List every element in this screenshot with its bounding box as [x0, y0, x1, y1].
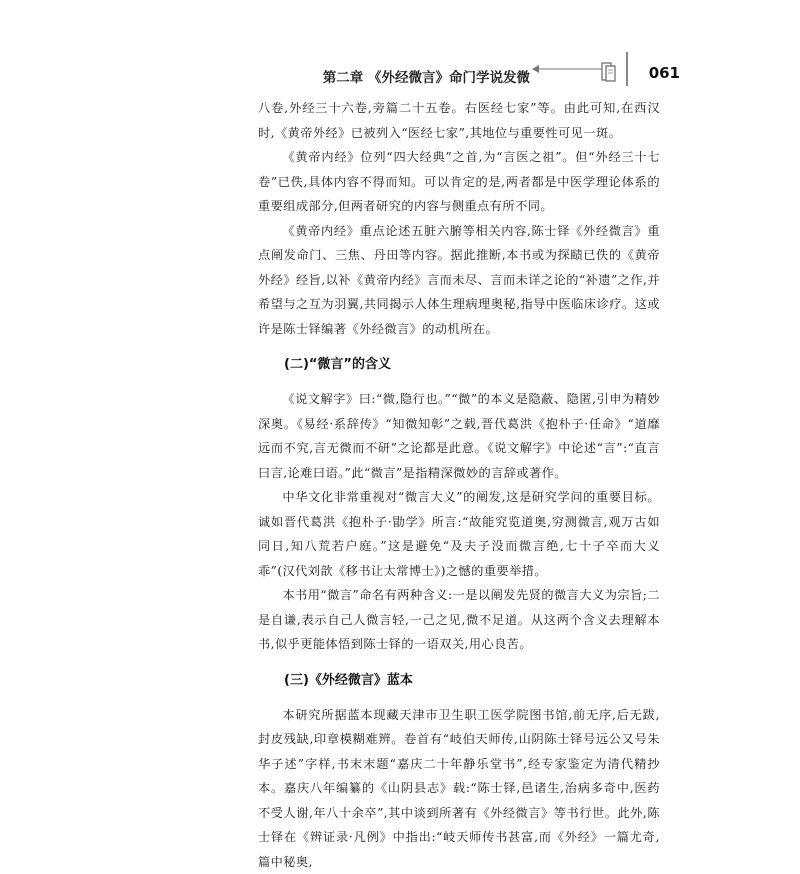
running-header: [140, 60, 680, 86]
paragraph: 《黄帝内经》重点论述五脏六腑等相关内容,陈士铎《外经微言》重点阐发命门、三焦、丹田等内容。据此推断,本书或为探赜已佚的《黄帝外经》经旨,以补《黄帝内经》言而未尽、言而未详之论的“补遗”之作,并希望与之互为羽翼,共同揭示人体生理病理奥秘,指导中医临床诊疗。这或许是陈士铎编著《外经微言》的动机所在。: [258, 219, 660, 342]
paragraph: 《说文解字》曰:“微,隐行也。”“微”的本义是隐蔽、隐匿,引申为精妙深奥。《易经·系辞传》“知微知彰”之载,晋代葛洪《抱朴子·任命》“道靡远而不究,言无微而不研”之论都是此意。《说文解字》中论述“言”:“直言曰言,论难曰语。”此“微言”是指精深微妙的言辞或著作。: [258, 387, 660, 485]
paragraph: 本书用“微言”命名有两种含义:一是以阐发先贤的微言大义为宗旨;二是自谦,表示自己人微言轻,一己之见,微不足道。从这两个含义去理解本书,似乎更能体悟到陈士铎的一语双关,用心良苦。: [258, 583, 660, 657]
paragraph: 八卷,外经三十六卷,旁篇二十五卷。右医经七家”等。由此可知,在西汉时,《黄帝外经》已被列入“医经七家”,其地位与重要性可见一斑。: [258, 96, 660, 145]
paragraph: 《黄帝内经》位列“四大经典”之首,为“言医之祖”。但“外经三十七卷”已佚,具体内容不得而知。可以肯定的是,两者都是中医学理论体系的重要组成部分,但两者研究的内容与侧重点有所不同。: [258, 145, 660, 219]
paragraph: 中华文化非常重视对“微言大义”的阐发,这是研究学问的重要目标。诚如晋代葛洪《抱朴子·勖学》所言:“故能究览道奥,穷测微言,观万古如同日,知八荒若户庭。”这是避免“及夫子没而微言绝,七十子卒而大义乖”(汉代刘歆《移书让太常博士》)之憾的重要举措。: [258, 485, 660, 583]
chapter-title: 第二章 《外经微言》命门学说发微: [323, 66, 530, 86]
page-number: 061: [649, 64, 680, 82]
book-arrow-icon: [532, 60, 618, 84]
section-heading: (二)“微言”的含义: [284, 353, 660, 377]
page-body: [258, 96, 660, 874]
paragraph: 本研究所据蓝本现藏天津市卫生职工医学院图书馆,前无序,后无跋,封皮残缺,印章模糊难辨。卷首有“岐伯天师传,山阴陈士铎号远公又号朱华子述”字样,书末末题“嘉庆二十年静乐堂书”,经专家鉴定为清代精抄本。嘉庆八年编纂的《山阴县志》载:“陈士铎,邑诸生,治病多奇中,医药不受人谢,年八十余卒”,其中谈到所著有《外经微言》等书行世。此外,陈士铎在《辨证录·凡例》中指出:“岐天师传书甚富,而《外经》一篇尤奇,篇中秘奥,: [258, 703, 660, 874]
section-heading: (三)《外经微言》蓝本: [284, 669, 660, 693]
header-divider: [626, 52, 628, 86]
